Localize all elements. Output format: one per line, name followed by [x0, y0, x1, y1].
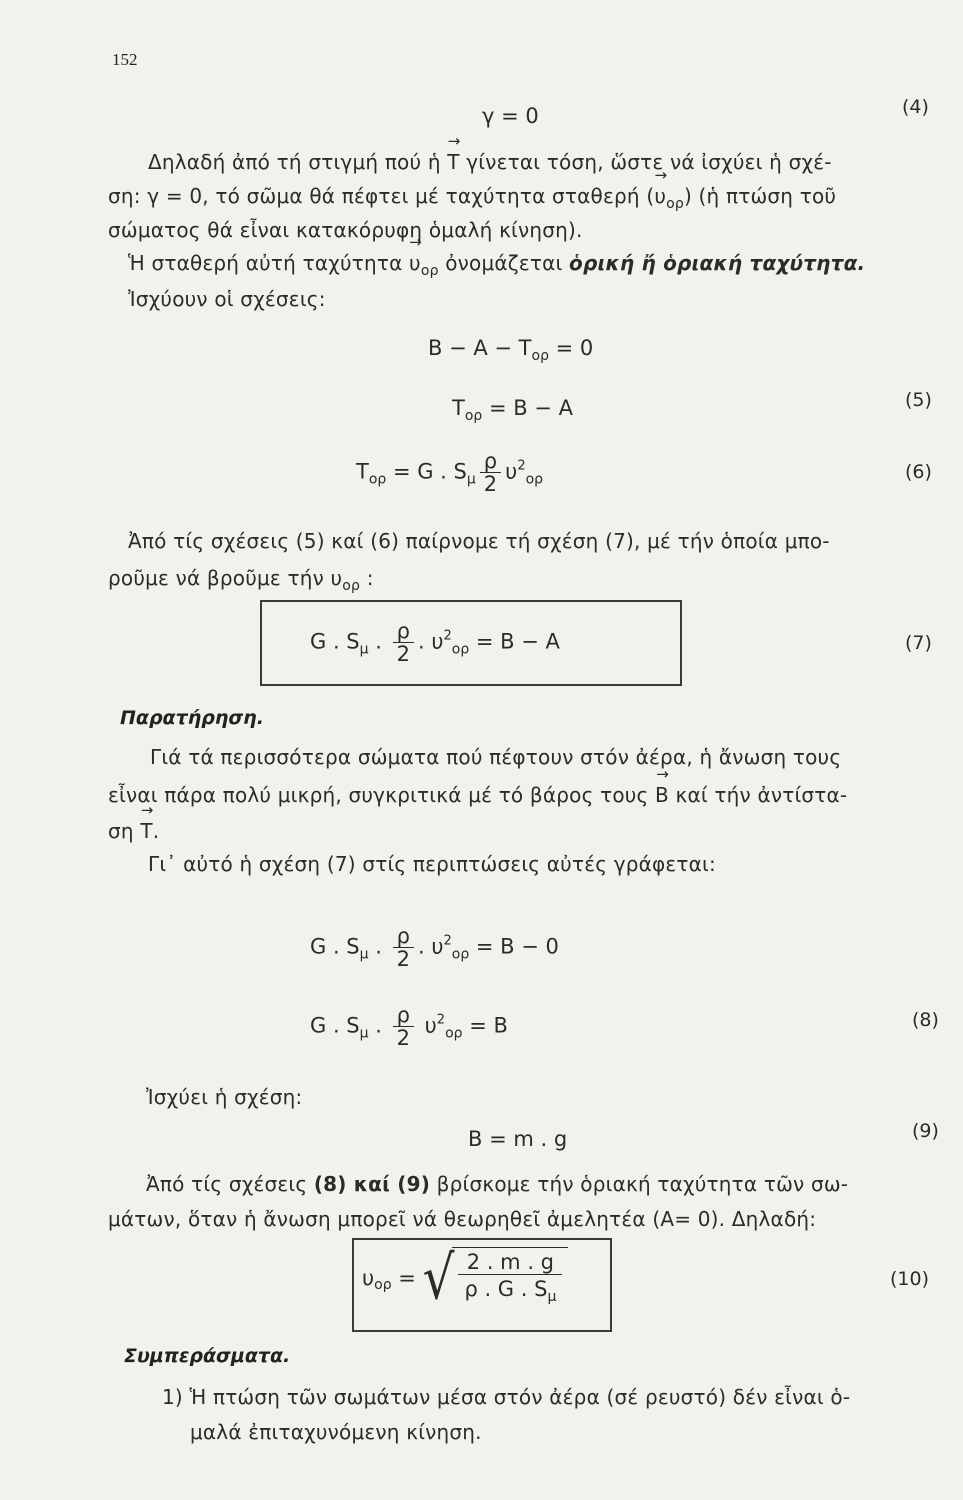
paragraph-5-line-3: ση → T. [108, 819, 159, 843]
equation-8a: G . $S_\mu$ . $\frac{\rho}{2}$ . $\upsilon^2_{o\rho} = B - 0$ [310, 924, 559, 971]
p5-vector-T: → T [140, 819, 152, 843]
equation-4-number: (4) [902, 96, 929, 118]
p1-vector-v: → υ [654, 184, 666, 208]
equation-8a-fraction: $\frac{\rho}{2}$ [393, 925, 414, 970]
conclusion-1-line-2: μαλά ἐπιταχυνόμενη κίνηση. [190, 1420, 482, 1444]
heading-observation: Παρατήρηση. [120, 707, 264, 729]
paragraph-5-line-1: Γιά τά περισσότερα σώματα πού πέφτουν στόν ἀέρα, ἡ ἄνωση τους [150, 745, 842, 769]
p2-bold-term: ὁρική ἤ ὁριακή ταχύτητα. [569, 251, 866, 275]
equation-4: γ = 0 [482, 104, 539, 128]
equation-5: $T_{o\rho} = B - A$ [452, 396, 573, 424]
p1-l2-a: ση: γ = 0, τό σῶμα θά πέφτει μέ ταχύτητα σταθερή ( [108, 184, 655, 208]
heading-conclusions: Συμπεράσματα. [124, 1345, 291, 1367]
equation-7: G . $S_\mu$ . $\frac{\rho}{2}$ . $\upsilon^2_{o\rho} = B - A$ [310, 619, 560, 666]
paragraph-6: Γι᾽ αὐτό ἡ σχέση (7) στίς περιπτώσεις αὐτές γράφεται: [148, 852, 716, 876]
p2-a: Ἡ σταθερή αὐτή ταχύτητα [128, 251, 410, 275]
sqrt-sign: √ [422, 1243, 455, 1313]
equation-balance: $B - A - T_{o\rho} = 0$ [428, 336, 594, 364]
equation-6-number: (6) [905, 461, 932, 483]
paragraph-1-line-2 [108, 184, 836, 212]
p1-vector-T: → T [447, 150, 459, 174]
page-number: 152 [112, 50, 138, 69]
paragraph-3: Ἰσχύουν οἱ σχέσεις: [128, 287, 326, 311]
paragraph-8-line-2: μάτων, ὅταν ἡ ἄνωση μπορεῖ νά θεωρηθεῖ ἀμελητέα (A= 0). Δηλαδή: [108, 1207, 817, 1231]
p5-vector-B: → B [655, 783, 669, 807]
p2-b: ὀνομάζεται [438, 251, 570, 275]
equation-9: B = m . g [468, 1127, 568, 1151]
equation-6: $T_{o\rho} = G$ . $S_\mu$ $\frac{\rho}{2}$ $\upsilon^2_{o\rho}$ [356, 449, 544, 496]
equation-8-fraction: $\frac{\rho}{2}$ [393, 1004, 414, 1049]
paragraph-5-line-2: εἶναι πάρα πολύ μικρή, συγκριτικά μέ τό βάρος τους → B καί τήν ἀντίστα- [108, 783, 847, 807]
p2-vector-v: → υ [409, 251, 421, 275]
paragraph-8-line-1: Ἀπό τίς σχέσεις (8) καί (9) βρίσκομε τήν ὁριακή ταχύτητα τῶν σω- [146, 1172, 849, 1196]
paragraph-4-line-2: ροῦμε νά βροῦμε τήν $\upsilon_{o\rho}$ : [108, 566, 374, 594]
p1-l1-a: Δηλαδή ἀπό τή στιγμή πού ἡ [148, 150, 448, 174]
equation-10: $\upsilon_{o\rho}$ = √ $\frac{2 . m . g}{\rho . G . S_\mu}$ [362, 1247, 568, 1309]
equation-9-number: (9) [912, 1120, 939, 1142]
equation-7-fraction: $\frac{\rho}{2}$ [393, 620, 414, 665]
equation-6-fraction: $\frac{\rho}{2}$ [480, 450, 501, 495]
p1-l2-b: ) (ἡ πτώση τοῦ [683, 184, 837, 208]
equation-8-number: (8) [912, 1009, 939, 1031]
paragraph-1-line-1 [148, 150, 832, 174]
equation-7-number: (7) [905, 632, 932, 654]
equation-8: G . $S_\mu$ . $\frac{\rho}{2}$ $\upsilon^2_{o\rho} = B$ [310, 1003, 508, 1050]
conclusion-1-line-1: 1) Ἡ πτώση τῶν σωμάτων μέσα στόν ἀέρα (σέ ρευστό) δέν εἶναι ὁ- [162, 1385, 851, 1409]
paragraph-1-line-3: σώματος θά εἶναι κατακόρυφη ὁμαλή κίνηση). [108, 218, 583, 242]
equation-10-number: (10) [890, 1268, 930, 1290]
paragraph-7: Ἰσχύει ἡ σχέση: [146, 1085, 303, 1109]
paragraph-4-line-1: Ἀπό τίς σχέσεις (5) καί (6) παίρνομε τή σχέση (7), μέ τήν ὁποία μπο- [128, 529, 830, 553]
p2-sub: ορ [420, 263, 439, 279]
paragraph-2 [128, 251, 865, 279]
equation-5-number: (5) [905, 389, 932, 411]
equation-10-sqrt: √ $\frac{2 . m . g}{\rho . G . S_\mu}$ [423, 1247, 569, 1309]
p1-l2-sub: ορ [666, 196, 684, 212]
p1-l1-b: γίνεται τόση, ὥστε νά ἰσχύει ἡ σχέ- [459, 150, 832, 174]
